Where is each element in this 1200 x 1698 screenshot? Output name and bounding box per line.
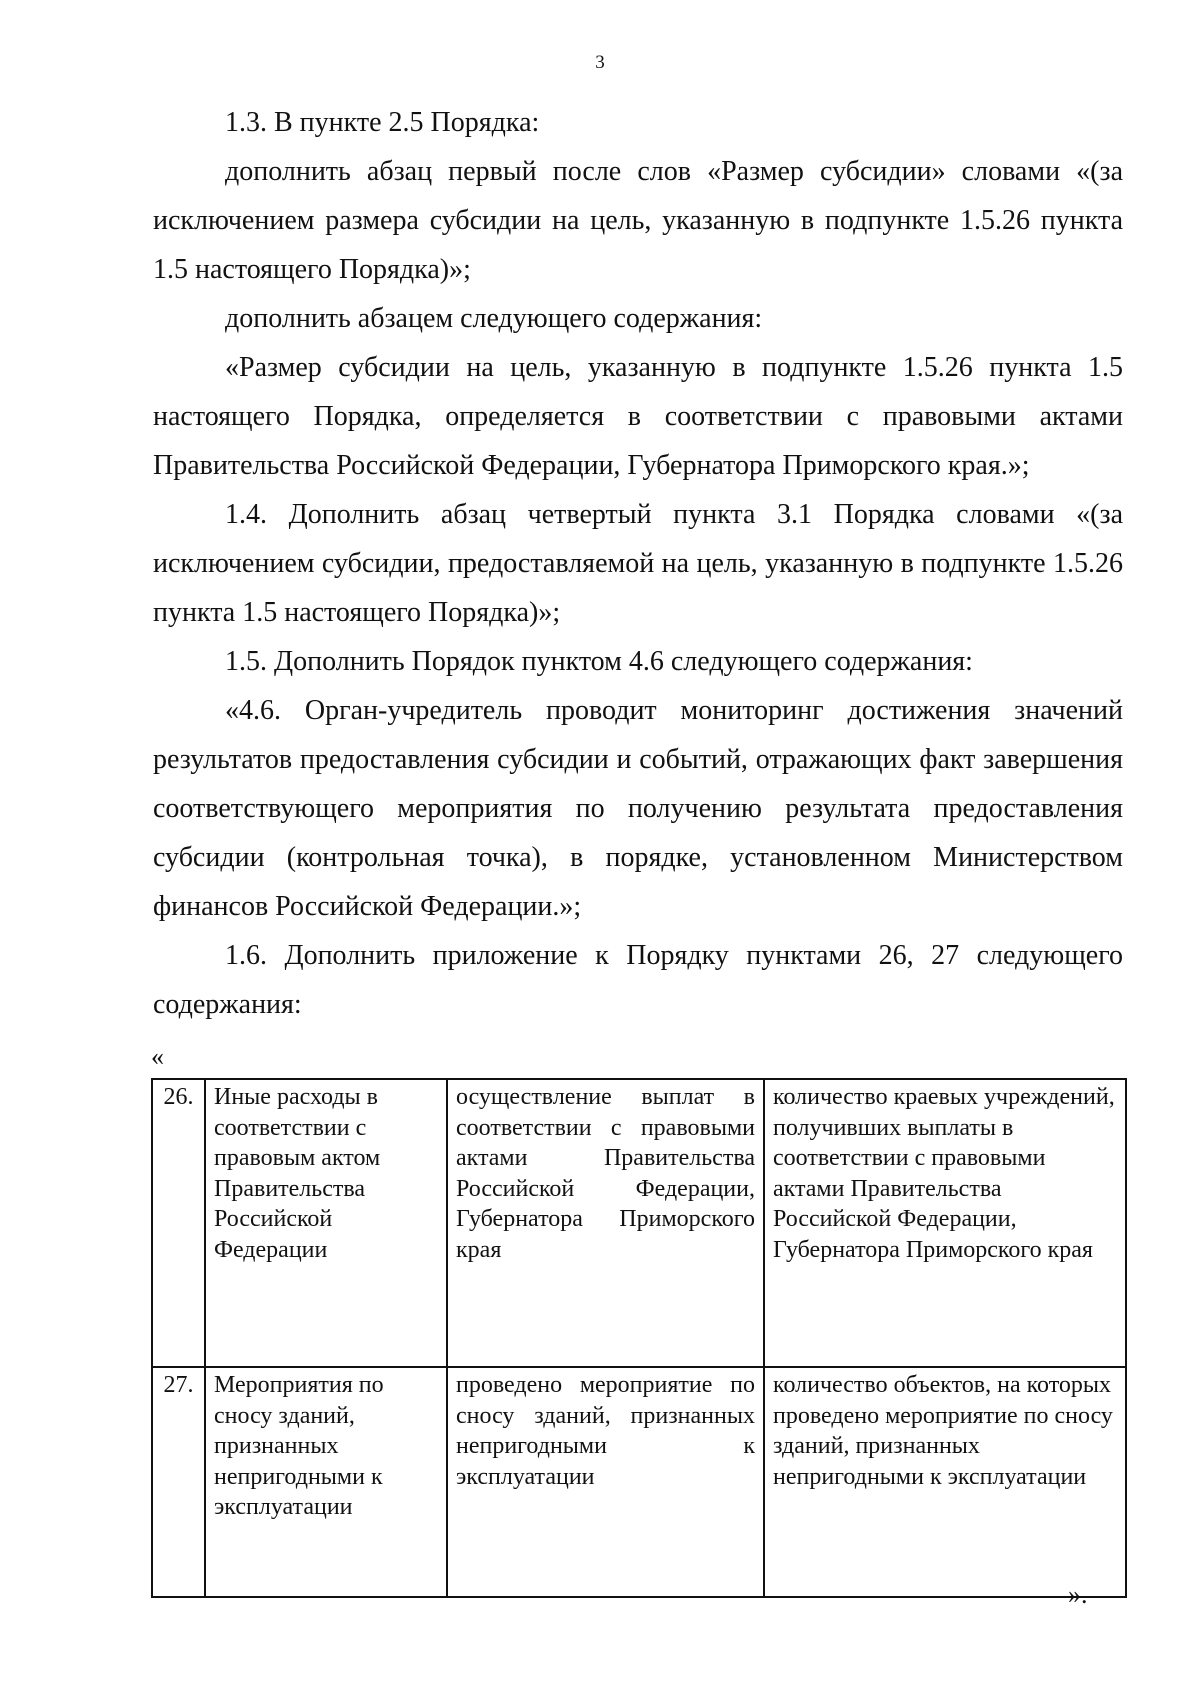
table-row [152, 1367, 1126, 1597]
row-indicator: количество объектов, на которых проведено мероприятие по сносу зданий, признанных непригодными к эксплуатации [764, 1367, 1126, 1597]
page-number: 3 [595, 52, 605, 73]
paragraph-add-abzac: дополнить абзацем следующего содержания: [225, 303, 763, 334]
paragraph-1-6: 1.6. Дополнить приложение к Порядку пунктами 26, 27 следующего содержания: [153, 940, 1123, 1020]
paragraph-1-4: 1.4. Дополнить абзац четвертый пункта 3.1 Порядка словами «(за исключением субсидии, предоставляемой на цель, указанную в подпункте 1.5.26 пункта 1.5 настоящего Порядка)»; [153, 499, 1123, 628]
row-result: проведено мероприятие по сносу зданий, признанных непригодными к эксплуатации [447, 1367, 764, 1597]
paragraph-subsidy-size: «Размер субсидии на цель, указанную в подпункте 1.5.26 пункта 1.5 настоящего Порядка, определяется в соответствии с правовыми актами Правительства Российской Федерации, Губернатора Приморского края.»; [153, 352, 1123, 481]
row-purpose: Мероприятия по сносу зданий, признанных непригодными к эксплуатации [205, 1367, 447, 1597]
table-close-quote: ». [1068, 1580, 1088, 1609]
table-open-quote: « [151, 1042, 164, 1071]
paragraph-4-6: «4.6. Орган-учредитель проводит мониторинг достижения значений результатов предоставления субсидии и событий, отражающих факт завершения соответствующего мероприятия по получению результата предоставления субсидии (контрольная точка), в порядке, установленном Министерством финансов Российской Федерации.»; [153, 695, 1123, 922]
paragraph-1-3: 1.3. В пункте 2.5 Порядка: [225, 107, 540, 138]
paragraph-1-5: 1.5. Дополнить Порядок пунктом 4.6 следующего содержания: [225, 646, 973, 677]
document-body [153, 98, 1123, 1029]
row-indicator: количество краевых учреждений, получивших выплаты в соответствии с правовыми актами Правительства Российской Федерации, Губернатора Приморского края [764, 1079, 1126, 1367]
row-number: 26. [152, 1079, 205, 1367]
row-purpose: Иные расходы в соответствии с правовым актом Правительства Российской Федерации [205, 1079, 447, 1367]
appendix-table [151, 1078, 1127, 1598]
row-result: осуществление выплат в соответствии с правовыми актами Правительства Российской Федерации, Губернатора Приморского края [447, 1079, 764, 1367]
table-row [152, 1079, 1126, 1367]
paragraph-amend-first: дополнить абзац первый после слов «Размер субсидии» словами «(за исключением размера субсидии на цель, указанную в подпункте 1.5.26 пункта 1.5 настоящего Порядка)»; [153, 156, 1123, 285]
row-number: 27. [152, 1367, 205, 1597]
